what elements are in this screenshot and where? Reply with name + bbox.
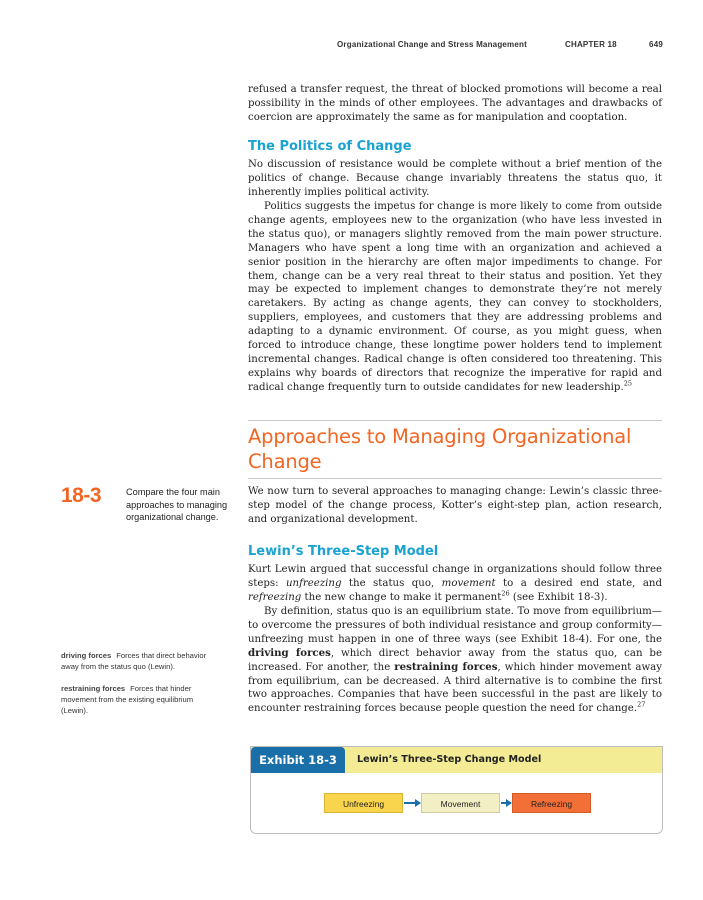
- footnote-27: 27: [637, 700, 646, 709]
- politics-paragraph-2: Politics suggests the impetus for change is more likely to come from outside change agents, employees new to the organization (who have less invested in the status quo), or managers slightly removed from the main power structure. Managers who have spent a long time with an organization and achieved a senior position in the hierarchy are often major impediments to change. For them, change can be a very real threat to their status and position. Yet they may be expected to implement changes to demonstrate they’re not merely caretakers. By acting as change agents, they can convey to stockholders, suppliers, employees, and customers that they are addressing problems and adapting to a dynamic environment. Of course, as you might guess, when forced to introduce change, these longtime power holders tend to implement incremental changes. Radical change is often considered too threatening. This explains why boards of directors that recognize the imperative for rapid and radical change frequently turn to outside candidates for new leadership.$^{25}$: [248, 201, 662, 393]
- glossary-definition: Forces that direct behavior away from the status quo (Lewin).: [61, 651, 207, 671]
- step-refreezing: Refreezing: [512, 793, 591, 813]
- intro-paragraph: refused a transfer request, the threat of blocked promotions will become a real possibility in the minds of other employees. The advantages and drawbacks of coercion are approximately the same as for manipulation and cooptation.: [248, 84, 662, 123]
- exhibit-18-3: [250, 746, 663, 834]
- learning-objective-number: 18-3: [61, 484, 102, 507]
- learning-objective-text: Compare the four main approaches to managing organizational change.: [126, 487, 228, 523]
- glossary-term: restraining forces: [61, 684, 126, 693]
- glossary-entry-driving-forces: [61, 650, 221, 672]
- running-header-chapter: CHAPTER 18: [565, 40, 617, 49]
- section-rule-top: [248, 420, 662, 421]
- arrow-right-icon: [404, 802, 420, 804]
- glossary-entry-restraining-forces: [61, 683, 221, 716]
- page-number: 649: [649, 40, 663, 49]
- lewin-paragraph-2: By definition, status quo is an equilibrium state. To move from equilibrium—to overcome the pressures of both individual resistance and group conformity—unfreezing must happen in one of three ways (see Exhibit 18-4). For one, the driving forces, which direct behavior away from the status quo, can be increased. For another, the restraining forces, which hinder movement away from equilibrium, can be decreased. A third alternative is to combine the first two approaches. Companies that have been successful in the past are likely to encounter restraining forces because people question the need for change.$^{27}$: [248, 606, 663, 715]
- section-heading: Approaches to Managing Organizational Change: [248, 425, 632, 473]
- step-movement: Movement: [421, 793, 500, 813]
- glossary-term: driving forces: [61, 651, 112, 660]
- exhibit-title: Lewin’s Three-Step Change Model: [357, 754, 542, 765]
- restraining-forces-term: restraining forces: [394, 660, 498, 673]
- lewin-heading: Lewin’s Three-Step Model: [248, 544, 439, 559]
- running-header-title: Organizational Change and Stress Management: [337, 40, 527, 49]
- section-intro-paragraph: We now turn to several approaches to managing change: Lewin’s classic three-step model of the change process, Kotter’s eight-step plan, action research, and organizational development.: [248, 486, 662, 525]
- section-rule-bottom: [248, 478, 662, 479]
- lewin-paragraph-1: Kurt Lewin argued that successful change in organizations should follow three steps: unfreezing the status quo, movement to a desired end state, and refreezing the new change to make it permanent$^{26}$ (see Exhibit 18-3).: [248, 564, 662, 603]
- politics-paragraph-1: No discussion of resistance would be complete without a brief mention of the politics of change. Because change invariably threatens the status quo, it inherently implies political activity.: [248, 159, 662, 198]
- arrow-right-icon: [501, 802, 511, 804]
- driving-forces-term: driving forces: [248, 646, 331, 659]
- glossary-definition: Forces that hinder movement from the existing equilibrium (Lewin).: [61, 684, 194, 715]
- politics-heading: The Politics of Change: [248, 139, 412, 154]
- footnote-25: 25: [623, 379, 632, 388]
- step-unfreezing: Unfreezing: [324, 793, 403, 813]
- footnote-26: 26: [501, 589, 510, 598]
- exhibit-label: Exhibit 18-3: [251, 747, 345, 773]
